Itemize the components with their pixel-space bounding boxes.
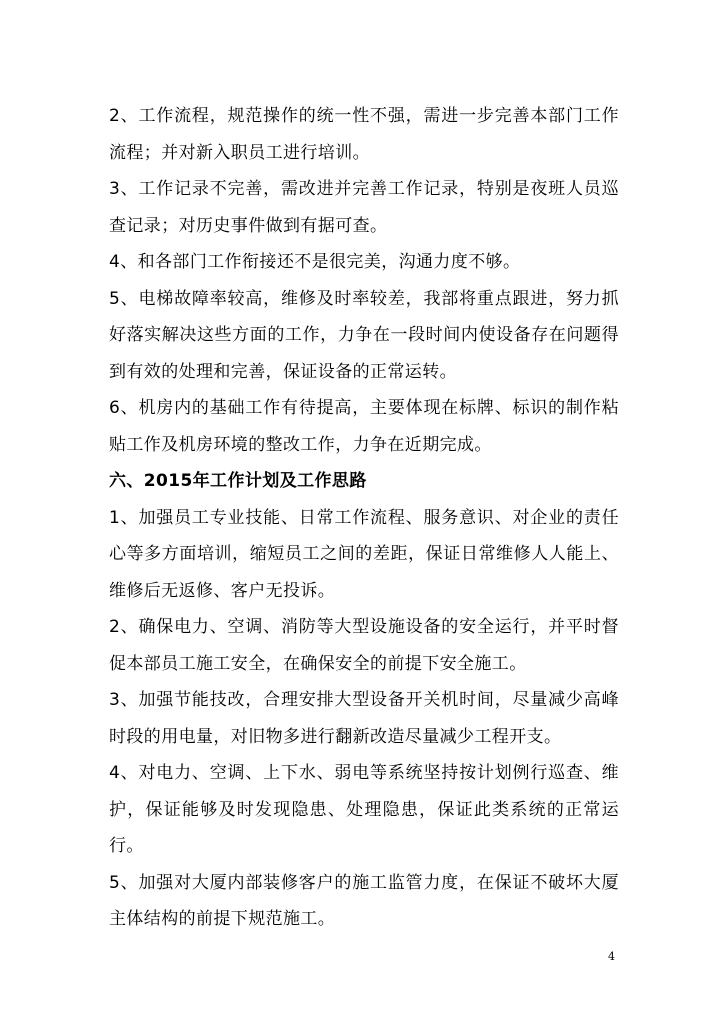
page-number: 4	[608, 950, 615, 963]
plan-item-4: 4、对电力、空调、上下水、弱电等系统坚持按计划例行巡查、维护，保证能够及时发现隐患、处理隐患，保证此类系统的正常运行。	[109, 763, 619, 856]
plan-item-5: 5、加强对大厦内部装修客户的施工监管力度，在保证不破坏大厦主体结构的前提下规范施工。	[109, 872, 619, 929]
paragraph-item-4: 4、和各部门工作衔接还不是很完美，沟通力度不够。	[109, 252, 521, 272]
plan-item-3: 3、加强节能技改，合理安排大型设备开关机时间，尽量减少高峰时段的用电量，对旧物多进行翻新改造尽量减少工程开支。	[109, 690, 619, 747]
paragraph-item-2: 2、工作流程，规范操作的统一性不强，需进一步完善本部门工作流程；并对新入职员工进行培训。	[109, 106, 619, 163]
plan-item-2: 2、确保电力、空调、消防等大型设施设备的安全运行，并平时督促本部员工施工安全，在确保安全的前提下安全施工。	[109, 617, 619, 674]
paragraph-item-5: 5、电梯故障率较高，维修及时率较差，我部将重点跟进，努力抓好落实解决这些方面的工作，力争在一段时间内使设备存在问题得到有效的处理和完善，保证设备的正常运转。	[109, 288, 619, 382]
section-heading: 六、2015年工作计划及工作思路	[109, 471, 367, 491]
paragraph-item-3: 3、工作记录不完善，需改进并完善工作记录，特别是夜班人员巡查记录；对历史事件做到有据可查。	[109, 179, 619, 236]
plan-item-1: 1、加强员工专业技能、日常工作流程、服务意识、对企业的责任心等多方面培训，缩短员工之间的差距，保证日常维修人人能上、维修后无返修、客户无投诉。	[109, 507, 619, 601]
paragraph-item-6: 6、机房内的基础工作有待提高，主要体现在标牌、标识的制作粘贴工作及机房环境的整改工作，力争在近期完成。	[109, 398, 619, 455]
document-body	[109, 98, 619, 938]
